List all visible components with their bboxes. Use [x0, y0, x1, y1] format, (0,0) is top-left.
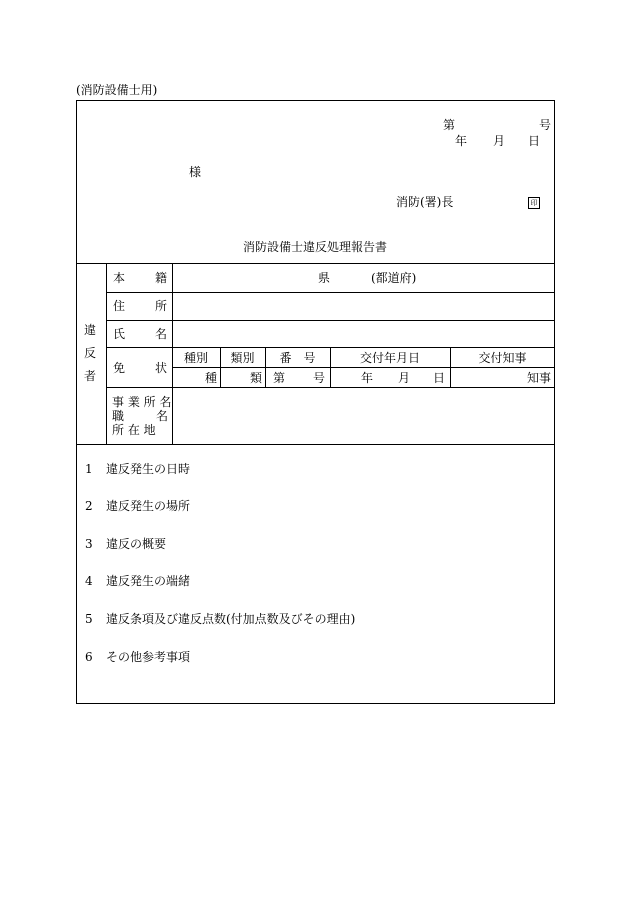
addressee-honorific: 様: [189, 165, 202, 179]
item-num-5: 5: [85, 612, 93, 626]
jusho-label-2: 所: [155, 299, 168, 313]
violator-label-2: 反: [84, 346, 97, 360]
row-line-2: [106, 320, 555, 321]
license-mid-line: [172, 367, 555, 368]
license-rui: 類: [250, 371, 263, 385]
license-dai: 第: [273, 371, 286, 385]
shimei-label-1: 氏: [113, 327, 126, 341]
item-text-1: 違反発生の日時: [106, 462, 191, 476]
jigyosho-name-label: 事 業 所 名: [112, 395, 172, 409]
form-title: 消防設備士違反処理報告書: [242, 240, 387, 254]
item-num-6: 6: [85, 650, 93, 664]
number-suffix: 号: [539, 118, 552, 132]
date-month: 月: [493, 134, 506, 148]
violator-label-1: 違: [84, 323, 97, 337]
license-chiji: 知事: [527, 371, 552, 385]
item-text-3: 違反の概要: [106, 537, 167, 551]
number-prefix: 第: [443, 118, 456, 132]
license-go: 号: [313, 371, 326, 385]
table-bottom-line: [76, 444, 555, 445]
honseki-prefecture: 県: [318, 271, 331, 285]
item-text-5: 違反条項及び違反点数(付加点数及びその理由): [106, 612, 356, 626]
license-header-type: 種別: [183, 351, 208, 365]
license-header-issue-date: 交付年月日: [359, 351, 420, 365]
item-text-6: その他参考事項: [106, 650, 191, 664]
item-text-4: 違反発生の端緒: [106, 574, 191, 588]
honseki-label-2: 籍: [155, 271, 168, 285]
honseki-label-1: 本: [113, 271, 126, 285]
menjo-label-2: 状: [155, 361, 168, 375]
item-text-2: 違反発生の場所: [106, 499, 191, 513]
shimei-label-2: 名: [155, 327, 168, 341]
fire-chief-label: 消防(署)長: [396, 195, 454, 209]
row-line-4: [106, 387, 555, 388]
group-col-line: [106, 263, 107, 444]
license-hi: 日: [433, 371, 446, 385]
item-num-3: 3: [85, 537, 93, 551]
license-header-governor: 交付知事: [478, 351, 527, 365]
violator-label-3: 者: [84, 369, 97, 383]
jusho-label-1: 住: [113, 299, 126, 313]
shokumei-label-1: 職: [112, 409, 125, 423]
menjo-label-1: 免: [113, 361, 126, 375]
license-tsuki: 月: [398, 371, 411, 385]
item-num-1: 1: [85, 462, 93, 476]
license-header-class: 類別: [230, 351, 255, 365]
table-top-line: [76, 263, 555, 264]
license-nen: 年: [361, 371, 374, 385]
license-header-number: 番 号: [279, 351, 316, 365]
row-line-1: [106, 292, 555, 293]
shokumei-label-2: 名: [156, 409, 169, 423]
license-shu: 種: [205, 371, 218, 385]
date-day: 日: [528, 134, 541, 148]
honseki-todofu: (都道府): [371, 271, 417, 285]
shozaichi-label: 所 在 地: [112, 423, 156, 437]
item-num-2: 2: [85, 499, 93, 513]
date-year: 年: [455, 134, 468, 148]
usage-note: (消防設備士用): [76, 83, 158, 97]
seal-mark: 印: [528, 197, 540, 209]
item-num-4: 4: [85, 574, 93, 588]
